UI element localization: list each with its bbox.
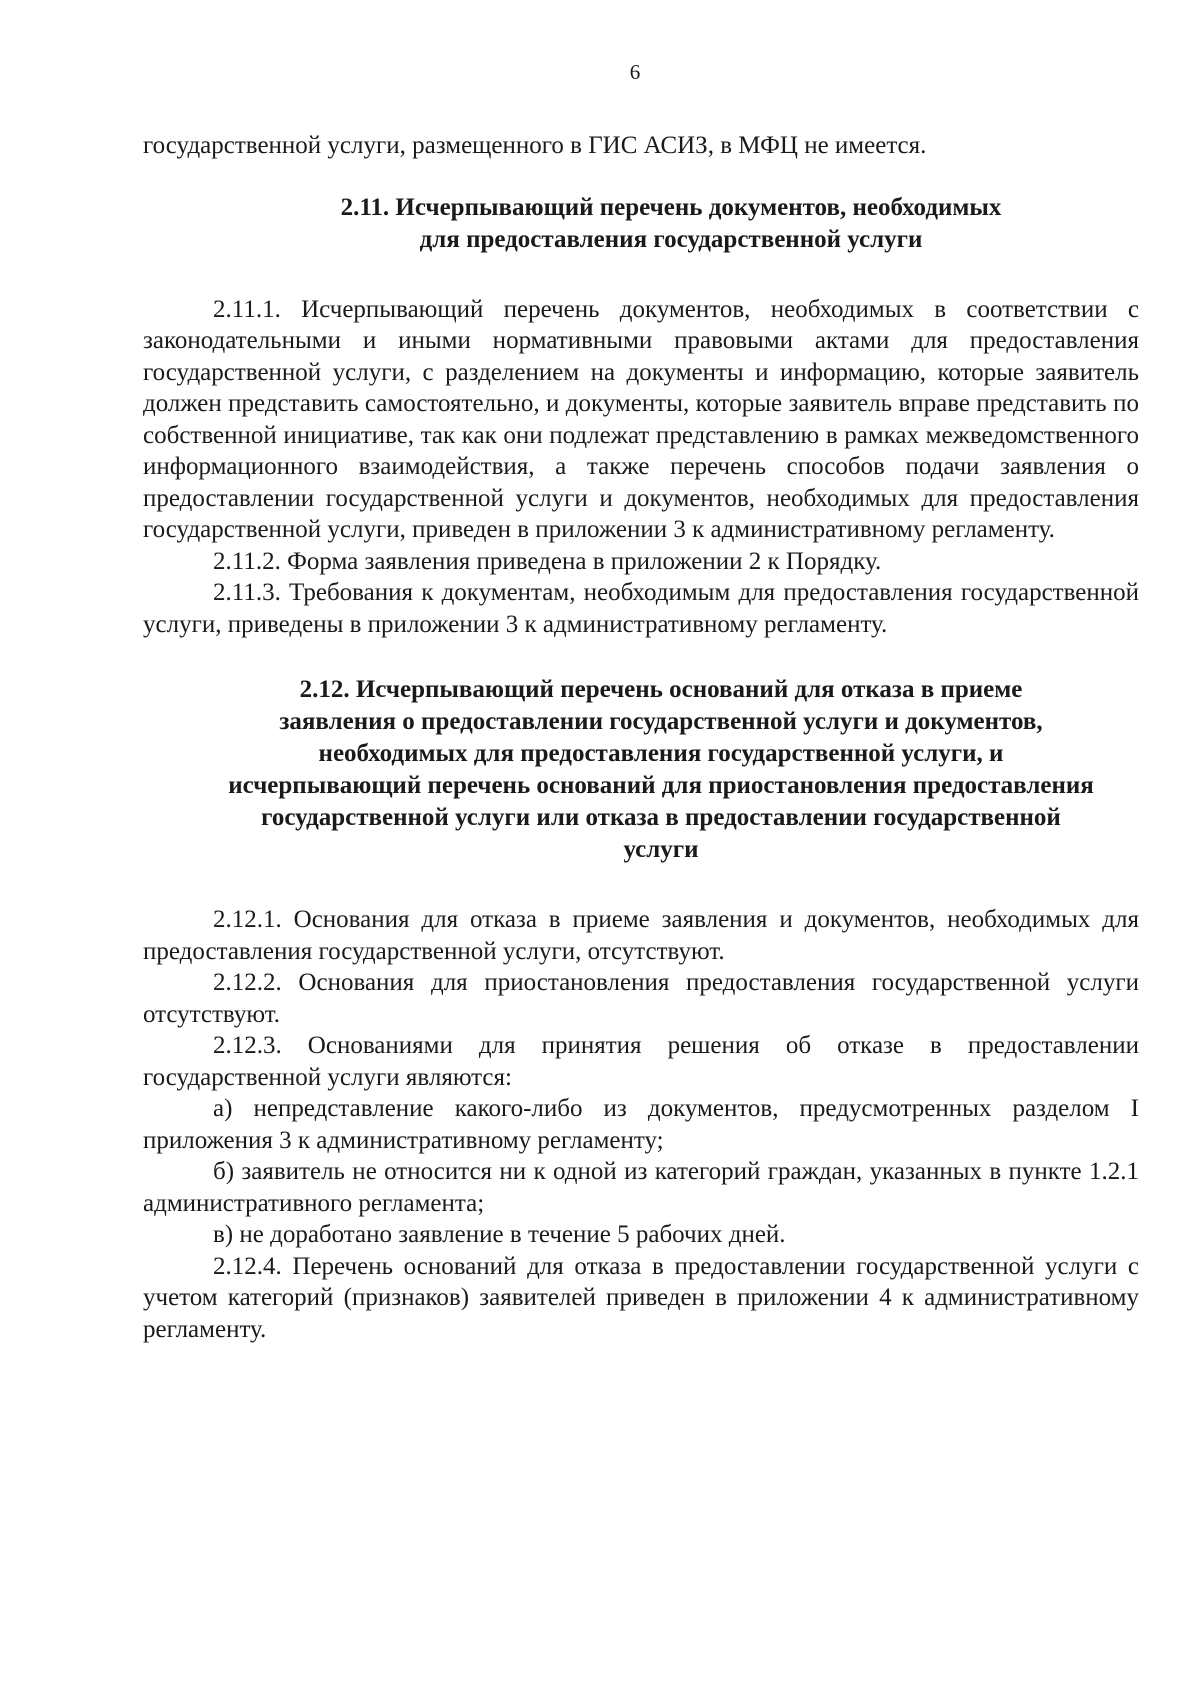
heading-line: услуги xyxy=(623,836,699,863)
section-heading-2-12 xyxy=(143,674,1139,866)
list-item-a: а) непредставление какого-либо из документов, предусмотренных разделом I приложения 3 к административному регламенту; xyxy=(143,1095,1139,1154)
opening-line: государственной услуги, размещенного в ГИС АСИЗ, в МФЦ не имеется. xyxy=(143,132,927,159)
list-item-b: б) заявитель не относится ни к одной из категорий граждан, указанных в пункте 1.2.1 административного регламента; xyxy=(143,1158,1139,1217)
heading-line: необходимых для предоставления государственной услуги, и xyxy=(318,740,1004,767)
paragraph-2-11-2: 2.11.2. Форма заявления приведена в приложении 2 к Порядку. xyxy=(213,547,882,575)
heading-line: 2.11. Исчерпывающий перечень документов, необходимых xyxy=(340,193,1002,221)
paragraph-2-12-1: 2.12.1. Основания для отказа в приеме заявления и документов, необходимых для предоставления государственной услуги, отсутствуют. xyxy=(143,906,1139,965)
heading-line: для предоставления государственной услуги xyxy=(419,225,923,253)
page-number: 6 xyxy=(629,60,641,84)
section-heading-2-11 xyxy=(143,192,1139,256)
paragraph-2-12-2: 2.12.2. Основания для приостановления предоставления государственной услуги отсутствуют. xyxy=(143,969,1139,1028)
paragraph-2-11-3: 2.11.3. Требования к документам, необходимым для предоставления государственной услуги, приведены в приложении 3 к административному регламенту. xyxy=(143,579,1139,638)
heading-line: заявления о предоставлении государственной услуги и документов, xyxy=(279,708,1043,735)
heading-line: государственной услуги или отказа в предоставлении государственной xyxy=(261,804,1061,831)
heading-line: 2.12. Исчерпывающий перечень оснований для отказа в приеме xyxy=(299,676,1023,703)
heading-line: исчерпывающий перечень оснований для приостановления предоставления xyxy=(228,772,1094,799)
paragraph-2-12-3: 2.12.3. Основаниями для принятия решения об отказе в предоставлении государственной услуги являются: xyxy=(143,1032,1139,1091)
paragraph-2-12-4: 2.12.4. Перечень оснований для отказа в предоставлении государственной услуги с учетом категорий (признаков) заявителей приведен в приложении 4 к административному регламенту. xyxy=(143,1252,1139,1343)
document-body xyxy=(143,130,1139,1345)
list-item-v: в) не доработано заявление в течение 5 рабочих дней. xyxy=(213,1221,786,1248)
paragraph-2-11-1: 2.11.1. Исчерпывающий перечень документов, необходимых в соответствии с законодательными и иными нормативными правовыми актами для предоставления государственной услуги, с разделением на документы и информацию, которые заявитель должен представить самостоятельно, и документы, которые заявитель вправе представить по собственной инициативе, так как они подлежат представлению в рамках межведомственного информационного взаимодействия, а также перечень способов подачи заявления о предоставлении государственной услуги и документов, необходимых для предоставления государственной услуги, приведен в приложении 3 к административному регламенту. xyxy=(143,295,1139,543)
